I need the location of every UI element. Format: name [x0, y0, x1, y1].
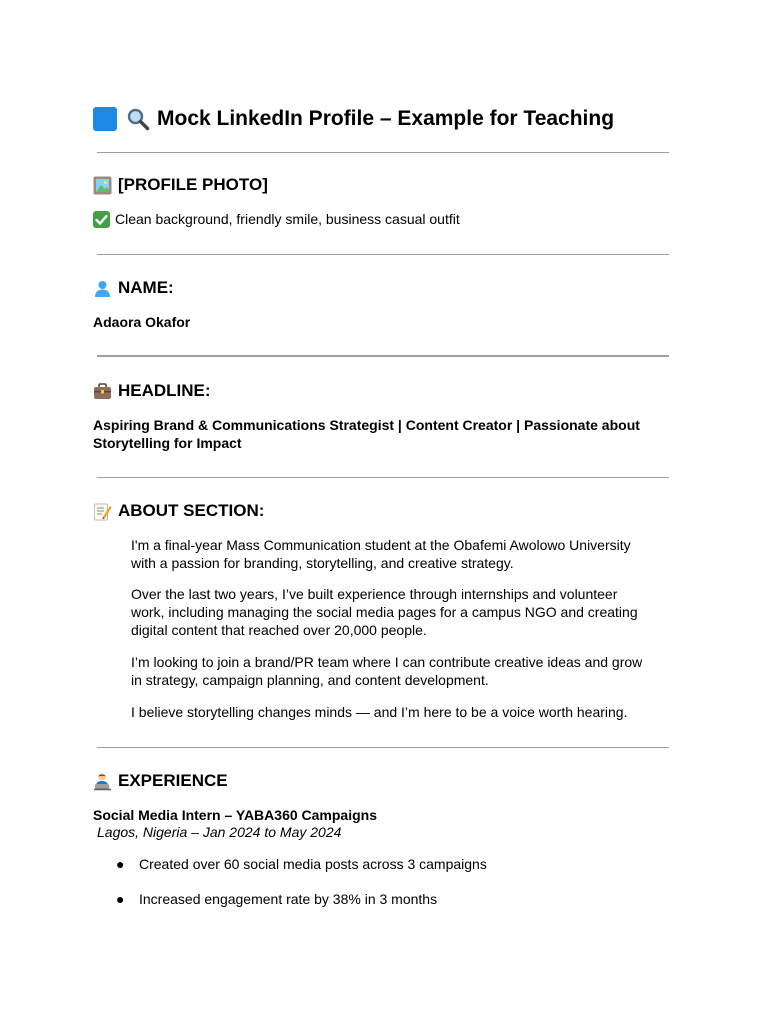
headline-heading: [93, 381, 211, 401]
list-item-text: Created over 60 social media posts across 3 campaigns: [139, 856, 487, 872]
framed-picture-icon: [93, 176, 112, 195]
experience-heading-text: EXPERIENCE: [118, 771, 228, 790]
divider: [97, 477, 669, 478]
magnifying-glass-icon: [125, 106, 151, 132]
page-title: [93, 106, 614, 132]
check-mark-icon: [93, 211, 110, 228]
about-paragraph-3: I’m looking to join a brand/PR team where I can contribute creative ideas and grow in strategy, campaign planning, and content development.: [131, 654, 643, 688]
list-item: [116, 890, 437, 908]
profile-photo-heading: [93, 175, 268, 195]
headline-text: [93, 416, 663, 452]
divider: [97, 254, 669, 255]
about-paragraph-2: Over the last two years, I’ve built experience through internships and volunteer work, including managing the social media pages for a campus NGO and creating digital content that reached over 20,000 people.: [131, 586, 638, 638]
person-icon: [93, 279, 112, 298]
bullet-glyph: ●: [116, 891, 125, 907]
briefcase-icon: [93, 382, 112, 401]
name-heading: [93, 278, 174, 298]
headline-line-1: Aspiring Brand & Communications Strategist | Content Creator | Passionate about: [93, 417, 640, 433]
memo-icon: [93, 502, 112, 521]
headline-line-2: Storytelling for Impact: [93, 435, 242, 451]
divider: [97, 152, 669, 153]
page-title-text: Mock LinkedIn Profile – Example for Teaching: [157, 107, 615, 130]
divider: [97, 355, 669, 357]
list-item: [116, 855, 487, 873]
experience-heading: [93, 771, 228, 791]
experience-meta: Lagos, Nigeria – Jan 2024 to May 2024: [97, 824, 342, 840]
technologist-icon: [93, 772, 112, 791]
list-item-text: Increased engagement rate by 38% in 3 months: [139, 891, 438, 907]
profile-photo-note-text: Clean background, friendly smile, business casual outfit: [115, 211, 460, 227]
about-paragraph-4: I believe storytelling changes minds — and I’m here to be a voice worth hearing.: [131, 704, 628, 720]
about-heading: [93, 501, 264, 521]
bullet-glyph: ●: [116, 856, 125, 872]
profile-name: Adaora Okafor: [93, 314, 191, 330]
headline-heading-text: HEADLINE:: [118, 381, 211, 400]
experience-role: Social Media Intern – YABA360 Campaigns: [93, 807, 377, 823]
profile-photo-heading-text: [PROFILE PHOTO]: [118, 175, 268, 194]
divider: [97, 747, 669, 748]
name-heading-text: NAME:: [118, 278, 174, 297]
about-heading-text: ABOUT SECTION:: [118, 501, 265, 520]
profile-photo-note: [93, 210, 460, 228]
blue-square-icon: [93, 107, 117, 131]
about-paragraph-1: I'm a final-year Mass Communication student at the Obafemi Awolowo University with a passion for branding, storytelling, and creative strategy.: [131, 537, 631, 571]
